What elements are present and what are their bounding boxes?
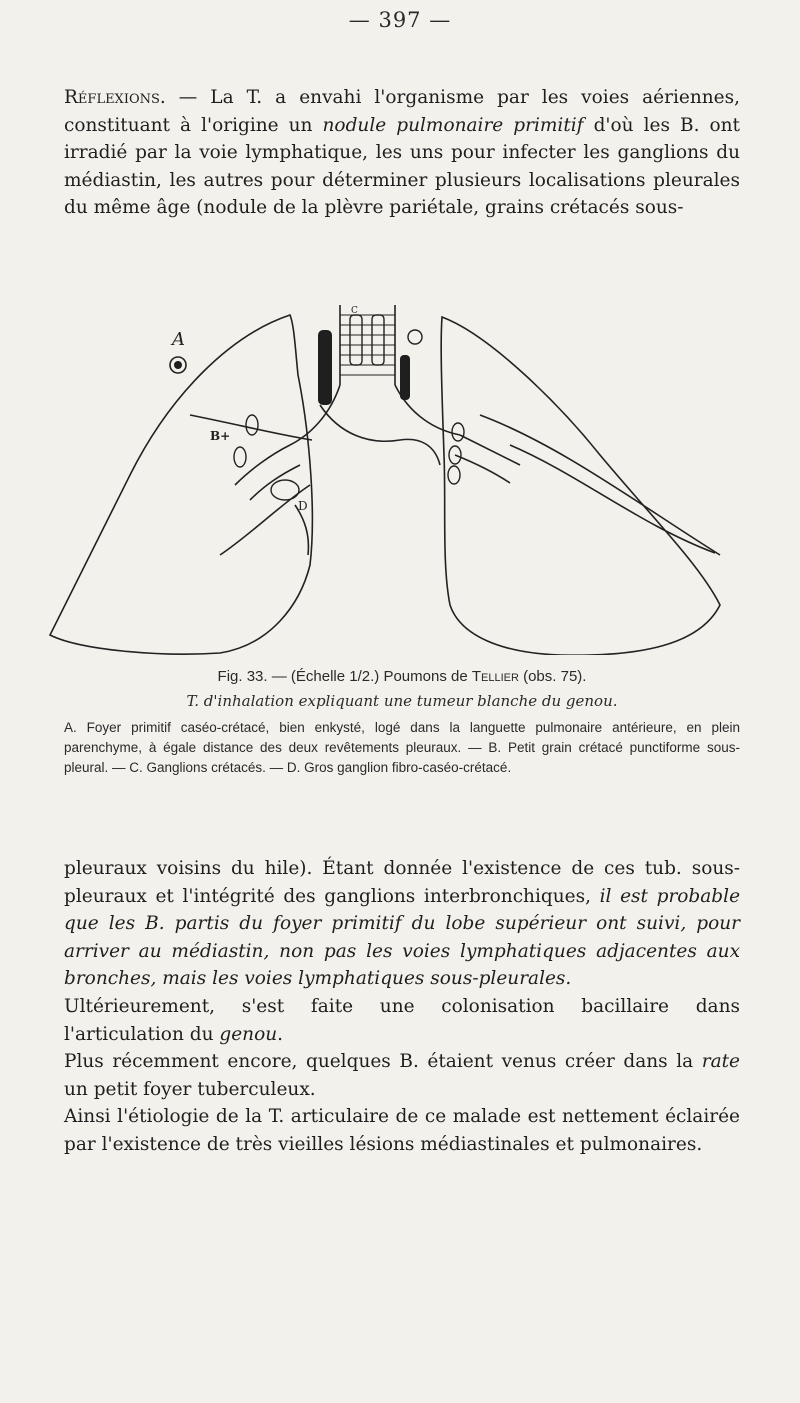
ganglion-o xyxy=(448,466,460,484)
figure-legend: A. Foyer primitif caséo-crétacé, bien enkysté, logé dans la languette pulmonaire antérieure, en plein parenchyme, à égale distance des deux revêtements pleuraux. — B. Petit grain crétacé punctiforme sous-pleural. — C. Ganglions crétacés. — D. Gros ganglion fibro-caséo-crétacé. xyxy=(64,720,740,775)
label-c: C xyxy=(351,306,358,316)
ganglion-o xyxy=(452,423,464,441)
caption-prefix: Fig. 33. — (Échelle 1/2.) Poumons de xyxy=(217,668,472,685)
right-bronchus xyxy=(455,435,520,483)
figure-subtitle: T. d'inhalation expliquant une tumeur blanche du genou. xyxy=(186,692,618,710)
ganglion-d xyxy=(271,480,299,500)
ganglion-c xyxy=(350,315,362,365)
lung-diagram xyxy=(40,305,760,655)
paragraph: Ainsi l'étiologie de la T. articulaire de ce malade est nettement éclairée par l'existence de très vieilles lésions médiastinales et pulmonaires. xyxy=(64,1106,740,1155)
paragraph: pleuraux voisins du hile). Étant donnée l'existence de ces tub. sous-pleuraux et l'intégrité des ganglions interbronchiques, il est probable que les B. partis du foyer primitif du lobe supérieur ont suivi, pour arriver au médiastin, non pas les voies lymphatiques adjacentes aux bronches, mais les voies lymphatiques sous-pleurales. xyxy=(64,858,741,990)
page-number: — 397 — xyxy=(348,8,452,32)
figure-caption xyxy=(64,668,740,685)
bottom-text xyxy=(64,855,740,1159)
paragraph-text: — La T. a envahi l'organisme par les voies aériennes, constituant à l'origine un xyxy=(64,87,740,136)
paragraph-lead: Réflexions. xyxy=(64,87,166,108)
label-b: B+ xyxy=(210,429,231,443)
label-d: D xyxy=(298,499,308,513)
ganglion-dark xyxy=(400,355,410,400)
right-lung-outline xyxy=(441,317,720,655)
ganglion-dark xyxy=(318,330,332,405)
right-lung-fissure-lower xyxy=(510,445,715,553)
left-lung-fissure-upper xyxy=(190,415,312,440)
ganglion-o xyxy=(234,447,246,467)
ganglion-o xyxy=(246,415,258,435)
right-lung-fissure xyxy=(480,415,720,555)
italic-term: nodule pulmonaire primitif xyxy=(322,114,584,136)
top-paragraph xyxy=(64,84,740,222)
paragraph: Ultérieurement, s'est faite une colonisation bacillaire dans l'articulation du genou. xyxy=(64,995,740,1045)
label-a: A xyxy=(172,329,185,350)
caption-name: Tellier xyxy=(471,668,519,685)
ganglion-c xyxy=(372,315,384,365)
paragraph-text: d'où les B. ont irradié par la voie lymphatique, les uns pour infecter les ganglions du médiastin, les autres pour déterminer plusieurs localisations pleurales du même âge (nodule de la plèvre pariétale, grains crétacés sous- xyxy=(64,114,740,219)
left-bronchus xyxy=(235,445,300,500)
paragraph: Plus récemment encore, quelques B. étaient venus créer dans la rate un petit foyer tuberculeux. xyxy=(64,1051,740,1100)
caption-suffix: (obs. 75). xyxy=(518,668,587,685)
